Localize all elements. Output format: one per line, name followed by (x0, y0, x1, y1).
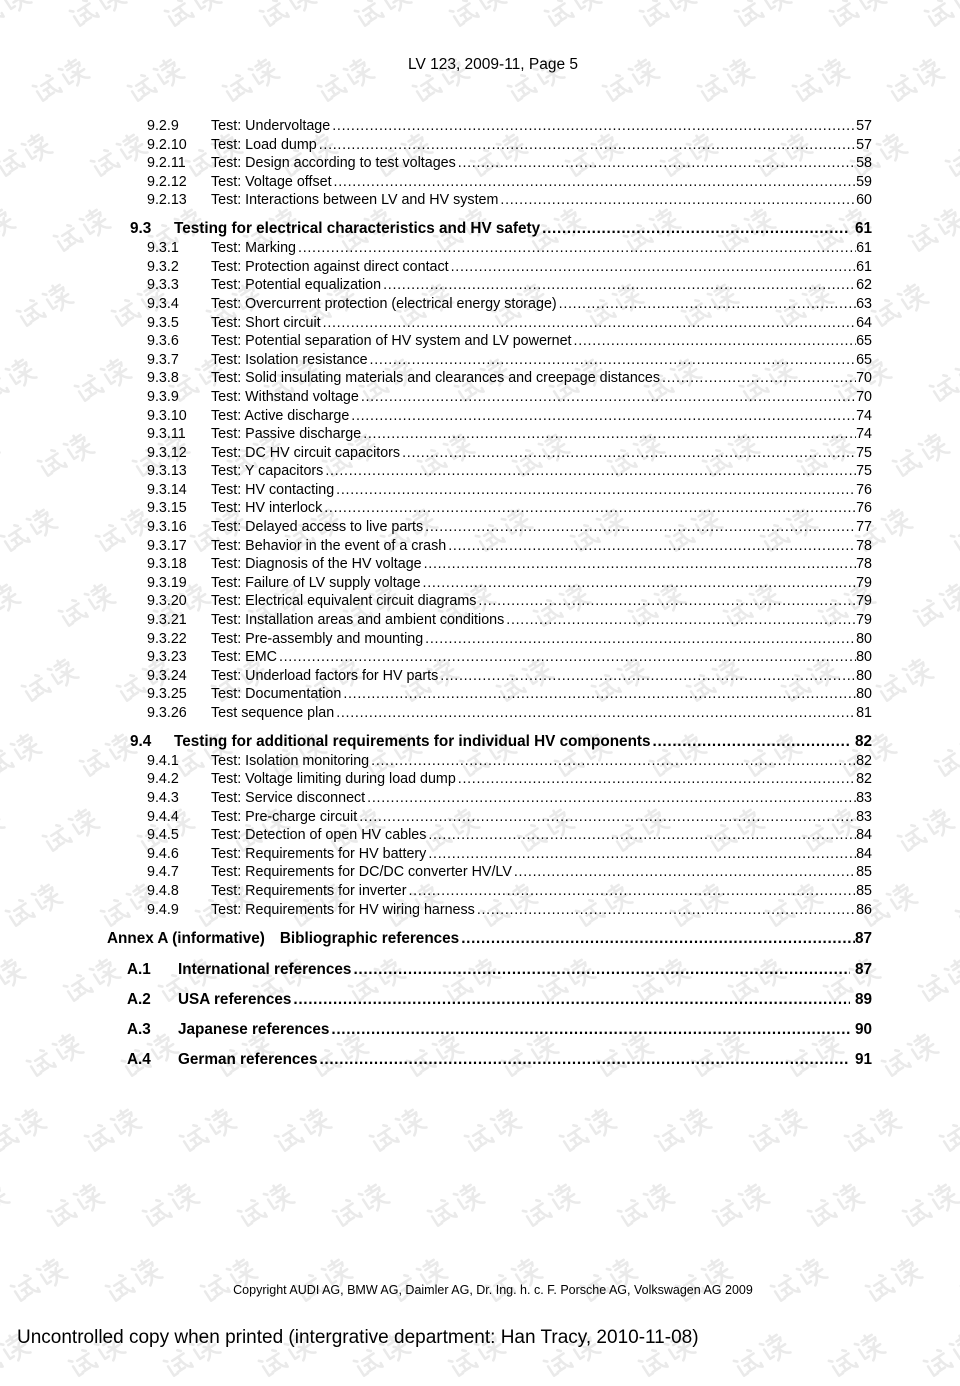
toc-entry (0, 901, 872, 920)
toc-entry-page: 61 (856, 258, 872, 275)
dot-leader (477, 901, 856, 920)
toc-entry-title: Test sequence plan (211, 705, 335, 721)
dot-leader (371, 752, 856, 771)
toc-entry-number: 9.3.11 (147, 426, 186, 443)
toc-entry-number: 9.4.5 (147, 827, 179, 844)
toc-entry-page: 89 (854, 990, 872, 1008)
toc-entry (0, 752, 872, 771)
toc-entry (0, 732, 872, 752)
toc-entry-page: 57 (856, 136, 872, 153)
dot-leader (343, 685, 856, 704)
toc-entry-page: 78 (856, 556, 872, 573)
toc-entry-title: German references (178, 1050, 318, 1068)
toc-entry-title: Test: Underload factors for HV parts (211, 667, 439, 684)
dot-leader (425, 630, 856, 649)
toc-entry-title: Test: Detection of open HV cables (211, 827, 427, 844)
dot-leader (319, 136, 856, 155)
toc-entry-page: 74 (856, 426, 872, 443)
toc-entry (0, 845, 872, 864)
toc-entry-number: 9.3.24 (147, 667, 187, 684)
toc-entry-page: 87 (854, 930, 872, 948)
dot-leader (574, 332, 857, 351)
toc-entry-number: 9.3.18 (147, 556, 187, 573)
toc-entry-page: 79 (856, 612, 872, 629)
toc-entry-number: 9.4.3 (147, 789, 179, 806)
dot-leader (461, 929, 855, 949)
toc-entry-page: 80 (856, 686, 872, 703)
toc-entry (0, 611, 872, 630)
toc-entry-title: Test: Protection against direct contact (211, 258, 449, 275)
toc-entry (0, 1050, 872, 1069)
dot-leader (332, 117, 856, 136)
toc-entry-title: International references (178, 960, 352, 978)
dot-leader (425, 518, 856, 537)
toc-entry (0, 117, 872, 136)
toc-entry-page: 75 (856, 463, 872, 480)
toc-entry-title: Test: Design according to test voltages (211, 155, 456, 172)
toc-entry-number: 9.4.7 (147, 864, 179, 881)
toc-entry-number: 9.4 (130, 732, 152, 750)
toc-entry-title: Testing for electrical characteristics and HV safety (174, 220, 541, 238)
toc-entry-title: Test: Pre-assembly and mounting (211, 630, 424, 647)
toc-entry-title: Test: Behavior in the event of a crash (211, 537, 447, 554)
toc-entry (0, 704, 872, 723)
toc-entry-page: 57 (856, 118, 872, 134)
toc-entry-title: Test: Requirements for HV wiring harness (211, 901, 475, 918)
toc-entry-title: Test: Y capacitors (211, 463, 324, 480)
toc-entry (0, 863, 872, 882)
toc-entry-title: Test: HV contacting (211, 481, 335, 498)
toc-entry (0, 929, 872, 949)
toc-entry-title: Test: Load dump (211, 136, 317, 153)
toc-entry (0, 648, 872, 667)
toc-entry-number: Annex A (informative) (107, 930, 265, 948)
dot-leader (331, 1020, 850, 1039)
toc-entry-title: Test: Documentation (211, 686, 342, 703)
dot-leader (334, 173, 857, 192)
toc-entry-title: Test: Short circuit (211, 314, 321, 331)
toc-entry (0, 219, 872, 239)
toc (0, 117, 872, 1069)
dot-leader (506, 611, 856, 630)
toc-entry-title: Bibliographic references (279, 930, 460, 948)
toc-entry-page: 83 (856, 789, 872, 806)
dot-leader (514, 863, 856, 882)
toc-entry-page: 75 (856, 444, 872, 461)
toc-entry-page: 80 (856, 667, 872, 684)
toc-entry-title: Test: Voltage offset (211, 173, 332, 190)
toc-entry-page: 63 (856, 295, 872, 312)
toc-entry-page: 79 (856, 574, 872, 591)
toc-entry (0, 258, 872, 277)
toc-entry-title: Test: Potential equalization (211, 277, 382, 294)
toc-entry-page: 82 (854, 732, 872, 750)
toc-entry-title: Test: DC HV circuit capacitors (211, 444, 401, 461)
copyright-line: Copyright AUDI AG, BMW AG, Daimler AG, Dr. Ing. h. c. F. Porsche AG, Volkswagen AG 2009 (233, 1283, 753, 1297)
dot-leader (324, 499, 856, 518)
toc-entry-title: Test: Active discharge (211, 407, 350, 424)
toc-entry-number: 9.3.15 (147, 500, 187, 517)
toc-entry (0, 295, 872, 314)
toc-entry-page: 82 (856, 752, 872, 769)
toc-entry-number: 9.3.3 (147, 277, 179, 294)
toc-entry-number: 9.2.10 (147, 136, 187, 153)
toc-entry-page: 90 (854, 1020, 872, 1038)
toc-entry-number: 9.3.8 (147, 370, 179, 387)
dot-leader (361, 388, 856, 407)
dot-leader (279, 648, 856, 667)
toc-entry (0, 826, 872, 845)
dot-leader (428, 845, 856, 864)
toc-entry-number: 9.3.25 (147, 686, 187, 703)
dot-leader (298, 239, 856, 258)
dot-leader (448, 537, 856, 556)
dot-leader (293, 990, 850, 1009)
toc-entry-page: 86 (856, 901, 872, 918)
toc-entry (0, 574, 872, 593)
toc-entry (0, 518, 872, 537)
toc-entry-title: Test: Overcurrent protection (electrical energy storage) (211, 295, 557, 312)
toc-entry (0, 499, 872, 518)
toc-entry-number: 9.3.2 (147, 258, 179, 275)
toc-entry-title: Test: Delayed access to live parts (211, 519, 424, 536)
dot-leader (363, 425, 856, 444)
toc-entry-page: 70 (856, 388, 872, 405)
toc-entry-page: 78 (856, 537, 872, 554)
dot-leader (458, 154, 856, 173)
toc-entry-number: 9.3.17 (147, 537, 187, 554)
toc-entry-number: 9.3.1 (147, 240, 179, 257)
toc-entry-page: 80 (856, 649, 872, 666)
toc-entry-page: 79 (856, 593, 872, 610)
dot-leader (408, 882, 856, 901)
toc-entry-number: 9.4.4 (147, 808, 179, 825)
toc-entry (0, 332, 872, 351)
toc-entry-page: 91 (854, 1050, 872, 1068)
toc-entry-title: Test: Requirements for inverter (211, 882, 407, 899)
toc-entry-title: Test: Service disconnect (211, 789, 366, 806)
toc-entry-number: 9.4.9 (147, 901, 179, 918)
toc-entry-title: Test: Passive discharge (211, 426, 362, 443)
toc-entry-page: 80 (856, 630, 872, 647)
dot-leader (367, 789, 856, 808)
toc-entry-page: 84 (856, 827, 872, 844)
toc-entry-title: Test: Isolation monitoring (211, 752, 370, 769)
toc-entry-page: 59 (856, 173, 872, 190)
toc-entry-number: 9.3.22 (147, 630, 187, 647)
toc-entry-number: 9.2.12 (147, 173, 187, 190)
toc-entry-page: 76 (856, 481, 872, 498)
toc-entry (0, 960, 872, 979)
toc-entry (0, 154, 872, 173)
toc-entry-number: 9.3.14 (147, 481, 187, 498)
dot-leader (478, 592, 856, 611)
toc-entry-title: Test: Diagnosis of the HV voltage (211, 556, 422, 573)
toc-entry (0, 425, 872, 444)
toc-entry-number: 9.3.10 (147, 407, 187, 424)
dot-leader (353, 960, 850, 979)
toc-entry-page: 60 (856, 192, 872, 209)
toc-entry-page: 77 (856, 519, 872, 536)
toc-entry-number: 9.3.19 (147, 574, 187, 591)
toc-entry-number: 9.3.21 (147, 612, 187, 629)
toc-entry-number: 9.3.16 (147, 519, 187, 536)
toc-entry-title: Test: EMC (211, 649, 277, 666)
toc-entry (0, 239, 872, 258)
toc-entry (0, 685, 872, 704)
dot-leader (451, 258, 856, 277)
toc-entry-number: A.4 (127, 1050, 151, 1068)
toc-entry-title: Japanese references (178, 1020, 330, 1038)
toc-entry-page: 61 (854, 220, 872, 238)
toc-entry-page: 74 (856, 407, 872, 424)
toc-entry-number: 9.3.5 (147, 314, 179, 331)
toc-entry-title: Test: Electrical equivalent circuit diagrams (211, 593, 477, 610)
toc-entry-page: 85 (856, 882, 872, 899)
dot-leader (351, 407, 856, 426)
toc-entry (0, 882, 872, 901)
dot-leader (325, 462, 856, 481)
toc-entry-number: 9.3 (130, 220, 152, 238)
toc-entry (0, 314, 872, 333)
toc-entry (0, 351, 872, 370)
page-header: LV 123, 2009-11, Page 5 (407, 56, 579, 73)
toc-entry-page: 82 (856, 771, 872, 788)
dot-leader (323, 314, 856, 333)
dot-leader (559, 295, 856, 314)
toc-entry (0, 789, 872, 808)
toc-entry-number: 9.4.6 (147, 845, 179, 862)
toc-entry-title: Testing for additional requirements for individual HV components (174, 732, 651, 750)
dot-leader (402, 444, 856, 463)
dot-leader (653, 732, 850, 752)
toc-entry-title: Test: Isolation resistance (211, 351, 368, 368)
print-notice: Uncontrolled copy when printed (intergrative department: Han Tracy, 2010-11-08) (17, 1327, 699, 1348)
dot-leader (336, 481, 856, 500)
toc-entry-title: Test: Requirements for HV battery (211, 845, 427, 862)
dot-leader (424, 555, 857, 574)
toc-entry (0, 808, 872, 827)
toc-entry (0, 630, 872, 649)
toc-entry-title: Test: Marking (211, 240, 297, 257)
dot-leader (458, 770, 856, 789)
toc-entry-title: Test: Failure of LV supply voltage (211, 574, 421, 591)
toc-entry (0, 191, 872, 210)
toc-entry (0, 407, 872, 426)
toc-entry (0, 555, 872, 574)
toc-entry-page: 76 (856, 500, 872, 517)
toc-entry-page: 87 (854, 960, 872, 978)
toc-entry-number: 9.3.12 (147, 444, 187, 461)
toc-entry-number: 9.3.26 (147, 705, 187, 721)
toc-entry-number: 9.2.13 (147, 192, 187, 209)
dot-leader (370, 351, 857, 370)
toc-entry-number: 9.4.8 (147, 882, 179, 899)
toc-entry-page: 61 (856, 240, 872, 257)
toc-entry-page: 62 (856, 277, 872, 294)
toc-entry-title: Test: Installation areas and ambient conditions (211, 612, 505, 629)
toc-entry-number: A.2 (127, 990, 151, 1008)
toc-entry-number: A.3 (127, 1020, 151, 1038)
toc-entry-title: Test: Interactions between LV and HV system (211, 192, 499, 209)
toc-entry (0, 444, 872, 463)
toc-entry-title: Test: Requirements for DC/DC converter HV/LV (211, 864, 512, 881)
toc-entry (0, 537, 872, 556)
toc-entry-number: 9.3.6 (147, 333, 179, 350)
toc-entry-title: Test: Withstand voltage (211, 388, 359, 405)
toc-entry-page: 84 (856, 845, 872, 862)
toc-entry (0, 667, 872, 686)
toc-entry-page: 81 (856, 705, 872, 721)
toc-entry (0, 481, 872, 500)
toc-entry-number: 9.2.11 (147, 155, 186, 172)
dot-leader (500, 191, 856, 210)
toc-entry-page: 85 (856, 864, 872, 881)
toc-entry (0, 388, 872, 407)
toc-entry-page: 83 (856, 808, 872, 825)
toc-entry (0, 369, 872, 388)
dot-leader (662, 369, 856, 388)
toc-entry (0, 1020, 872, 1039)
dot-leader (423, 574, 857, 593)
toc-entry-page: 58 (856, 155, 872, 172)
toc-entry-page: 65 (856, 333, 872, 350)
dot-leader (319, 1050, 850, 1069)
toc-entry (0, 770, 872, 789)
toc-entry-number: 9.3.7 (147, 351, 179, 368)
toc-entry-number: 9.4.2 (147, 771, 179, 788)
toc-entry (0, 592, 872, 611)
toc-entry-number: 9.3.4 (147, 295, 179, 312)
dot-leader (440, 667, 856, 686)
dot-leader (428, 826, 856, 845)
toc-entry-title: Test: Undervoltage (211, 118, 331, 134)
toc-entry (0, 136, 872, 155)
toc-entry-number: 9.3.13 (147, 463, 187, 480)
toc-entry-page: 70 (856, 370, 872, 387)
toc-entry-title: Test: Pre-charge circuit (211, 808, 358, 825)
toc-entry-title: Test: HV interlock (211, 500, 323, 517)
toc-entry-page: 64 (856, 314, 872, 331)
toc-entry (0, 990, 872, 1009)
toc-entry-title: Test: Voltage limiting during load dump (211, 771, 456, 788)
toc-entry-number: 9.3.9 (147, 388, 179, 405)
toc-entry-number: 9.2.9 (147, 118, 179, 134)
toc-entry-title: Test: Solid insulating materials and clearances and creepage distances (211, 370, 661, 387)
toc-entry-page: 65 (856, 351, 872, 368)
toc-entry (0, 173, 872, 192)
dot-leader (336, 704, 856, 723)
toc-entry (0, 462, 872, 481)
dot-leader (359, 808, 856, 827)
toc-entry-title: Test: Potential separation of HV system and LV powernet (211, 333, 572, 350)
toc-entry (0, 276, 872, 295)
dot-leader (542, 219, 850, 239)
toc-entry-number: 9.4.1 (147, 752, 179, 769)
toc-entry-number: A.1 (127, 960, 151, 978)
dot-leader (383, 276, 856, 295)
toc-entry-number: 9.3.20 (147, 593, 187, 610)
toc-entry-number: 9.3.23 (147, 649, 187, 666)
toc-entry-title: USA references (178, 990, 292, 1008)
